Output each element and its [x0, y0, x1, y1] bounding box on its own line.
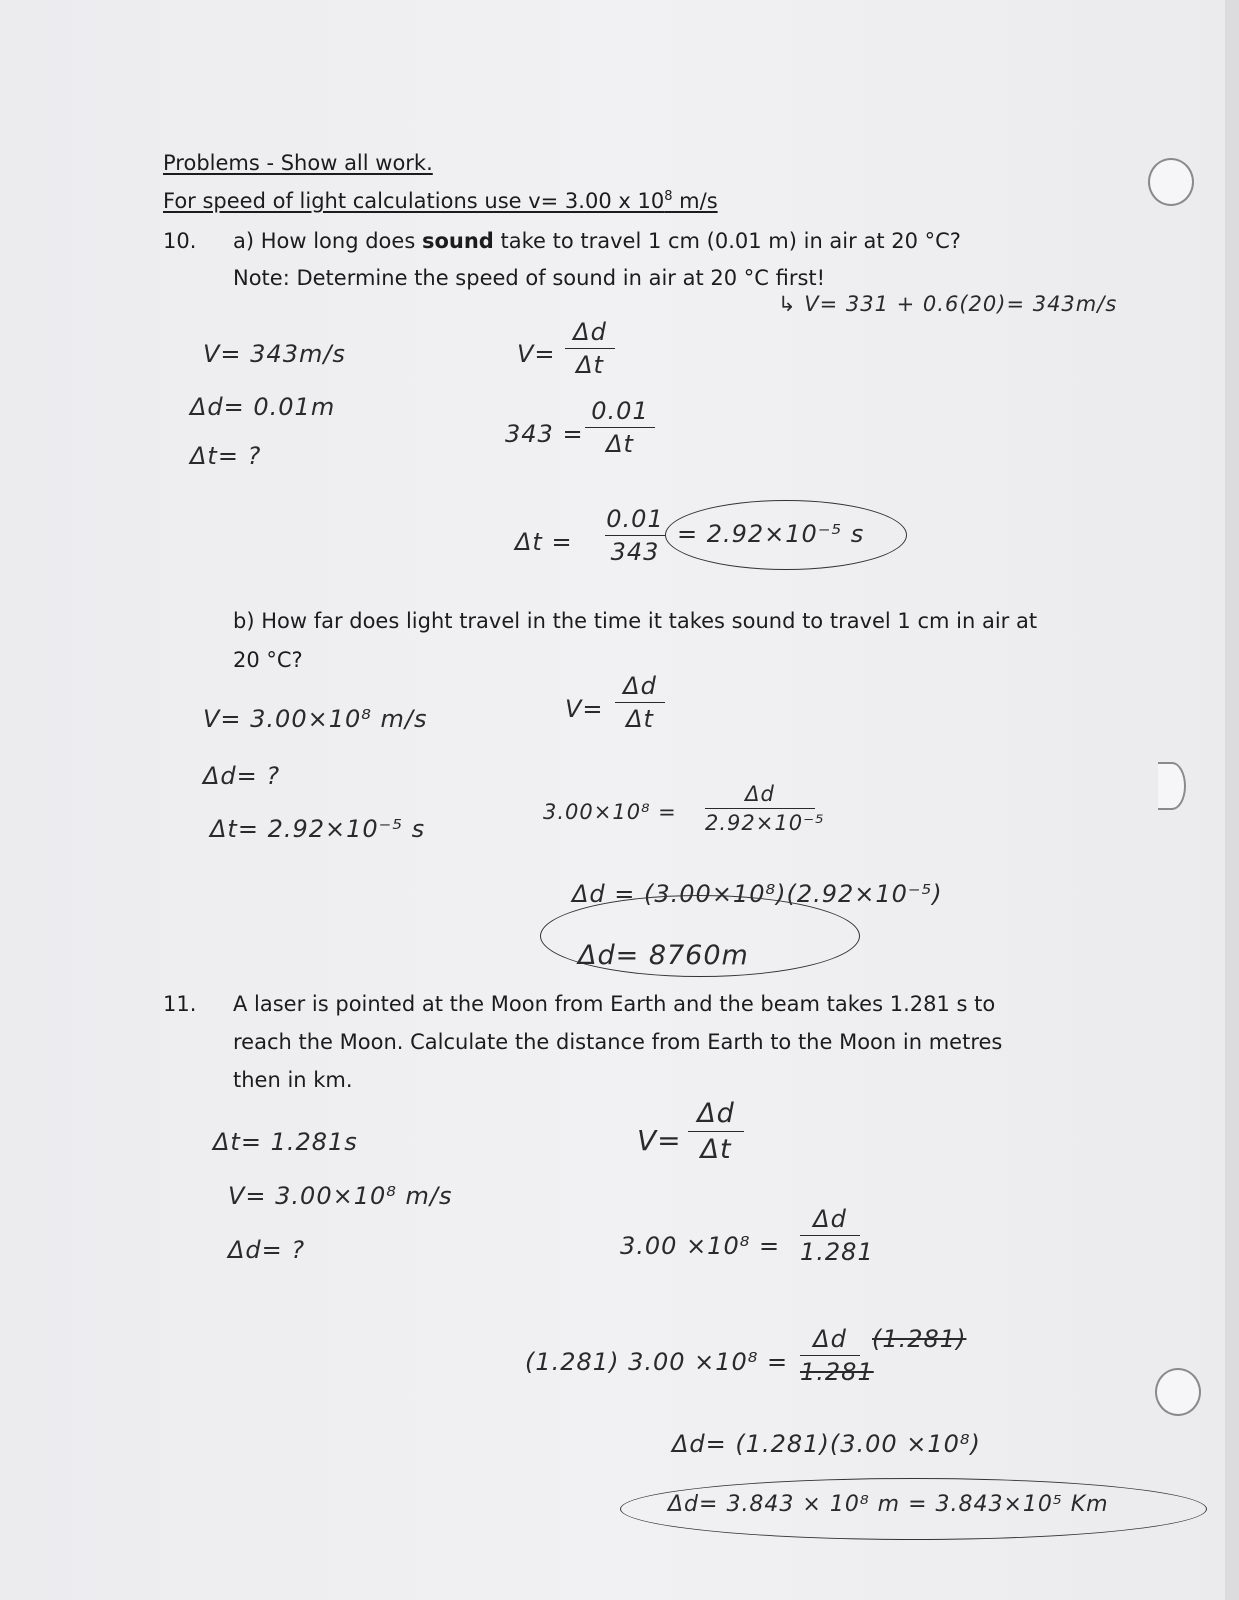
substitution-fraction: [705, 782, 825, 835]
substitution-fraction: [585, 397, 655, 458]
substitution-fraction: [800, 1205, 874, 1266]
given-distance: Δd= 0.01m: [190, 393, 336, 421]
substitution-lhs: 3.00 ×10⁸ =: [620, 1232, 781, 1260]
binder-hole-middle: [1158, 762, 1186, 810]
numerator: Δd: [573, 318, 607, 346]
solve-lhs: Δt =: [515, 528, 573, 556]
substitution-lhs: 3.00×10⁸ =: [543, 800, 677, 824]
question-number-10: 10.: [163, 229, 197, 253]
paper-edge: [1225, 0, 1239, 1600]
question-10b-line1: b) How far does light travel in the time it takes sound to travel 1 cm in air at: [233, 609, 1038, 633]
binder-hole-bottom: [1155, 1368, 1201, 1416]
product-expression: Δd = (3.00×10⁸)(2.92×10⁻⁵): [572, 880, 943, 908]
given-time: Δt= ?: [190, 442, 262, 470]
multiply-lhs: (1.281) 3.00 ×10⁸ =: [525, 1348, 789, 1376]
given-distance: Δd= ?: [228, 1236, 306, 1264]
given-velocity: V= 3.00×10⁸ m/s: [228, 1182, 453, 1210]
constant-unit: m/s: [672, 189, 718, 213]
denominator-cancelled: 1.281: [800, 1358, 874, 1386]
speed-of-sound-calc: ↳ V= 331 + 0.6(20)= 343m/s: [778, 292, 1118, 316]
formula-fraction: [615, 672, 665, 733]
given-time: Δt= 2.92×10⁻⁵ s: [210, 815, 426, 843]
question-10a-note: Note: Determine the speed of sound in air at 20 °C first!: [233, 266, 826, 290]
numerator: Δd: [745, 782, 775, 806]
speed-of-light-constant: [163, 189, 718, 213]
denominator: Δt: [700, 1134, 732, 1165]
binder-hole-top: [1148, 158, 1194, 206]
denominator: Δt: [606, 430, 634, 458]
substitution-lhs: 343 =: [505, 420, 584, 448]
worksheet-title: Problems - Show all work.: [163, 151, 433, 175]
numerator: Δd: [813, 1205, 847, 1233]
given-velocity: V= 343m/s: [203, 340, 346, 368]
question-11-line1: A laser is pointed at the Moon from Earth and the beam takes 1.281 s to: [233, 992, 996, 1016]
formula-fraction: [565, 318, 615, 379]
denominator: Δt: [626, 705, 654, 733]
numerator: Δd: [623, 672, 657, 700]
denominator: 1.281: [800, 1238, 874, 1266]
constant-text: For speed of light calculations use v= 3.00 x 10: [163, 189, 665, 213]
question-number-11: 11.: [163, 992, 197, 1016]
formula-lhs: V=: [565, 695, 604, 723]
numerator: 0.01: [591, 397, 649, 425]
denominator: 343: [610, 538, 660, 566]
numerator: Δd: [813, 1325, 847, 1353]
solve-fraction: [605, 505, 665, 566]
numerator: Δd: [697, 1098, 735, 1129]
given-velocity: V= 3.00×10⁸ m/s: [203, 705, 428, 733]
question-11-line2: reach the Moon. Calculate the distance from Earth to the Moon in metres: [233, 1030, 1003, 1054]
formula-lhs: V=: [517, 340, 556, 368]
q10a-bold: sound: [421, 229, 494, 253]
q10a-text-end: take to travel 1 cm (0.01 m) in air at 20 °C?: [493, 229, 961, 253]
question-10a: [233, 229, 961, 253]
constant-exponent: 8: [664, 189, 673, 204]
q10a-text: a) How long does: [233, 229, 422, 253]
answer-10a: = 2.92×10⁻⁵ s: [677, 520, 865, 548]
given-distance: Δd= ?: [203, 762, 281, 790]
formula-fraction: [688, 1098, 744, 1165]
question-10b-line2: 20 °C?: [233, 648, 303, 672]
multiply-rhs-cancelled: (1.281): [872, 1325, 967, 1353]
question-11-line3: then in km.: [233, 1068, 353, 1092]
numerator: 0.01: [606, 505, 664, 533]
answer-11: Δd= 3.843 × 10⁸ m = 3.843×10⁵ Km: [668, 1492, 1109, 1517]
denominator: Δt: [576, 351, 604, 379]
denominator: 2.92×10⁻⁵: [705, 811, 825, 835]
given-time: Δt= 1.281s: [213, 1128, 358, 1156]
multiply-fraction: [800, 1325, 874, 1386]
product-expression: Δd= (1.281)(3.00 ×10⁸): [672, 1430, 981, 1458]
answer-10b: Δd= 8760m: [578, 940, 749, 971]
formula-lhs: V=: [637, 1124, 682, 1157]
